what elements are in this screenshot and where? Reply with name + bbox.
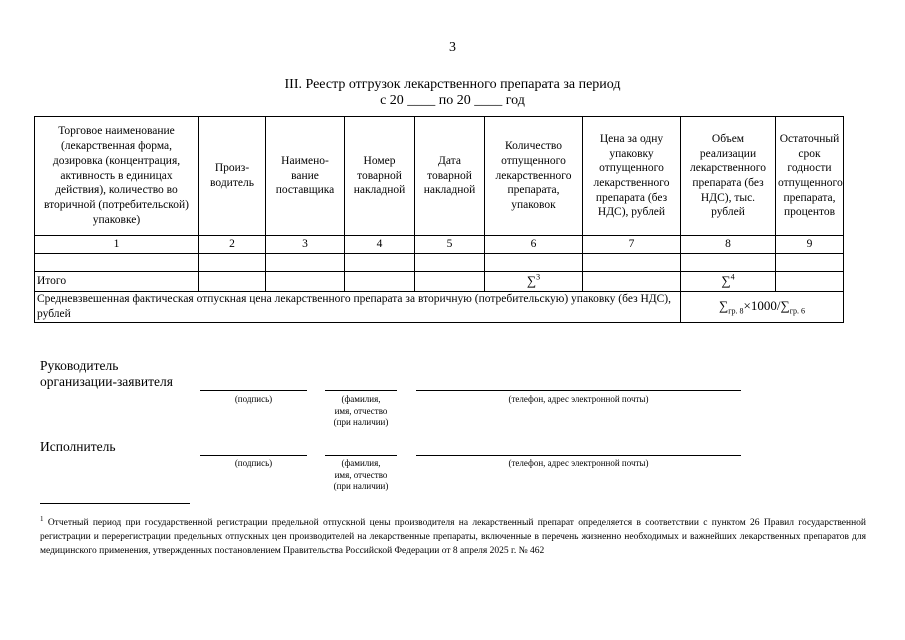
executor-name-caption: (фамилия, имя, отчество (при наличии)	[333, 458, 389, 492]
empty-cell[interactable]	[35, 254, 199, 272]
executor-name-line[interactable]	[325, 455, 397, 456]
column-number: 3	[266, 236, 345, 254]
executor-contact-caption: (телефон, адрес электронной почты)	[508, 458, 649, 468]
total-volume-sum: ∑$^4$	[681, 272, 776, 292]
footnote	[40, 514, 866, 558]
total-quantity-sum: ∑$^3$	[485, 272, 583, 292]
column-number: 2	[199, 236, 266, 254]
empty-cell	[199, 272, 266, 292]
head-contact-caption: (телефон, адрес электронной почты)	[508, 394, 649, 404]
weighted-average-row	[35, 292, 844, 323]
empty-cell[interactable]	[485, 254, 583, 272]
empty-cell[interactable]	[681, 254, 776, 272]
shipment-registry-table	[34, 116, 844, 323]
column-number-row	[35, 236, 844, 254]
total-label: Итого	[35, 272, 199, 292]
section-title: III. Реестр отгрузок лекарственного препарата за период	[284, 77, 621, 92]
header-trade-name: Торговое наименование (лекарственная форма, дозировка (концентрация, активность в единицах действия), количество во вторичной (потребительской) упаковке)	[35, 117, 199, 236]
executor-contact-line[interactable]	[416, 455, 741, 456]
head-name-line[interactable]	[325, 390, 397, 391]
weighted-average-label: Средневзвешенная фактическая отпускная цена лекарственного препарата за вторичную (потребительскую) упаковку (без НДС), рублей	[35, 292, 681, 323]
header-manufacturer: Произ- водитель	[199, 117, 266, 236]
header-supplier: Наимено- вание поставщика	[266, 117, 345, 236]
empty-cell	[415, 272, 485, 292]
page-number: 3	[449, 40, 456, 55]
header-row	[35, 117, 844, 236]
weighted-average-formula: $\sum_{гр. 8}\times 1000/\sum_{гр. 6}$	[681, 292, 844, 323]
column-number: 4	[345, 236, 415, 254]
empty-cell[interactable]	[776, 254, 844, 272]
empty-cell[interactable]	[583, 254, 681, 272]
head-title-line2: организации-заявителя	[40, 374, 173, 389]
empty-cell	[583, 272, 681, 292]
footnote-text: Отчетный период при государственной регистрации предельной отпускной цены производителя на лекарственный препарат определяется в соответствии с пунктом 26 Правил государственной регистрации и перерегистрации предельных отпускных цен производителей на лекарственные препараты, включенные в перечень жизненно необходимых и важнейших лекарственных препаратов для медицинского применения, утвержденных постановлением Правительства Российской Федерации от 8 апреля 2025 г. № 462	[40, 518, 867, 556]
column-number: 8	[681, 236, 776, 254]
header-invoice-date: Дата товарной накладной	[415, 117, 485, 236]
footnote-separator	[40, 503, 190, 504]
empty-cell	[345, 272, 415, 292]
column-number: 9	[776, 236, 844, 254]
empty-cell	[266, 272, 345, 292]
header-unit-price: Цена за одну упаковку отпущенного лекарственного препарата (без НДС), рублей	[583, 117, 681, 236]
total-row	[35, 272, 844, 292]
header-shelf-life: Остаточный срок годности отпущенного препарата, процентов	[776, 117, 844, 236]
column-number: 1	[35, 236, 199, 254]
head-name-caption: (фамилия, имя, отчество (при наличии)	[333, 394, 389, 428]
head-title-line1: Руководитель	[40, 358, 119, 373]
empty-cell	[776, 272, 844, 292]
header-invoice-number: Номер товарной накладной	[345, 117, 415, 236]
column-number: 5	[415, 236, 485, 254]
footnote-mark: 1	[40, 515, 44, 523]
column-number: 7	[583, 236, 681, 254]
executor-title: Исполнитель	[40, 439, 116, 454]
head-signature-line[interactable]	[200, 390, 307, 391]
empty-data-row	[35, 254, 844, 272]
empty-cell[interactable]	[345, 254, 415, 272]
column-number: 6	[485, 236, 583, 254]
header-sales-volume: Объем реализации лекарственного препарата (без НДС), тыс. рублей	[681, 117, 776, 236]
empty-cell[interactable]	[199, 254, 266, 272]
head-contact-line[interactable]	[416, 390, 741, 391]
header-quantity: Количество отпущенного лекарственного препарата, упаковок	[485, 117, 583, 236]
executor-signature-caption: (подпись)	[234, 458, 273, 468]
period-line: с 20 ____ по 20 ____ год	[380, 93, 525, 108]
empty-cell[interactable]	[415, 254, 485, 272]
executor-signature-line[interactable]	[200, 455, 307, 456]
empty-cell[interactable]	[266, 254, 345, 272]
head-signature-caption: (подпись)	[234, 394, 273, 404]
